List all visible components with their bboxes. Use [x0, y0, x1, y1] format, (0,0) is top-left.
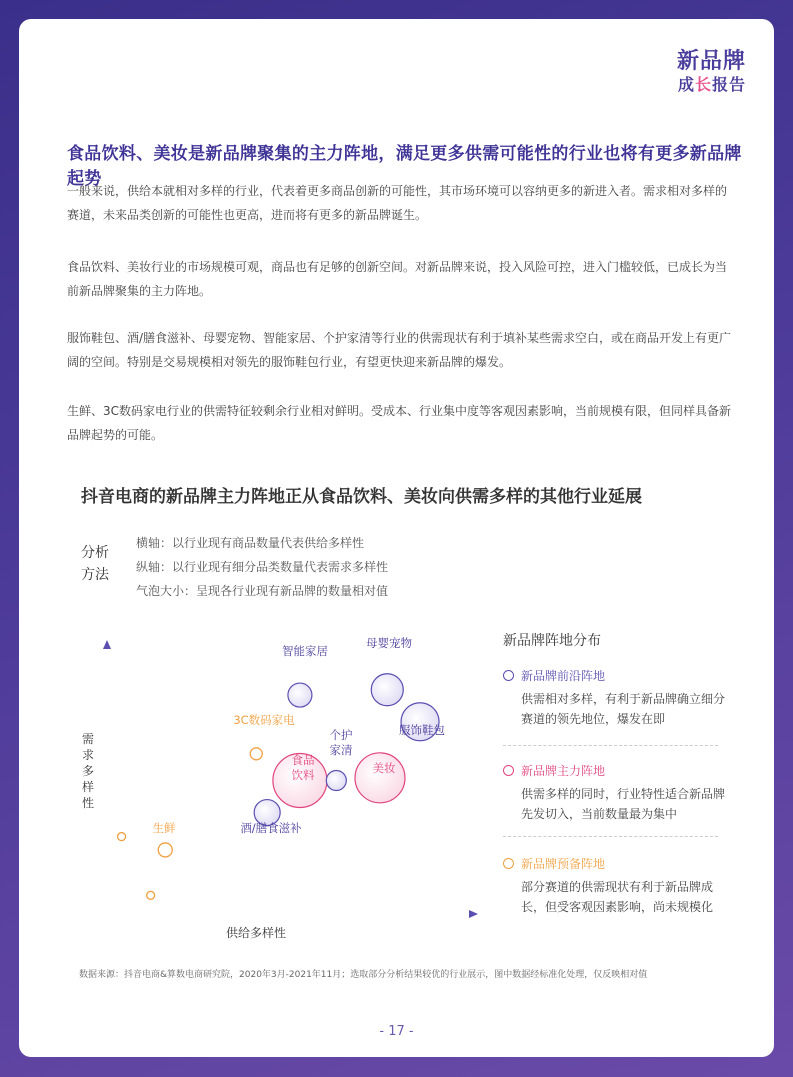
bubble-智能家居: [288, 683, 312, 707]
logo-char-a: 成: [677, 75, 695, 94]
bubble-inner-label: 饮料: [291, 768, 315, 782]
logo-char-c: 报告: [711, 75, 746, 94]
circle-icon: [503, 765, 514, 776]
paragraph-1: 一般来说，供给本就相对多样的行业，代表着更多商品创新的可能性，其市场环境可以容纳更多的新进入者。需求相对多样的赛道，未来品类创新的可能性也更高，进而将有更多的新品牌诞生。: [67, 184, 728, 222]
legend-title: 新品牌阵地分布: [503, 633, 601, 649]
bubble-inner-label: 食品: [291, 753, 315, 767]
bubble-inner-label: 美妆: [372, 761, 396, 775]
bubble-label: 酒/膳食滋补: [240, 821, 302, 835]
legend-item-name: [503, 855, 725, 873]
bubble-label: 服饰鞋包: [399, 723, 445, 737]
data-source-note: 数据来源：抖音电商&算数电商研究院，2020年3月-2021年11月；选取部分分析结果较优的行业展示，图中数据经标准化处理，仅反映相对值: [79, 970, 648, 980]
method-line-x: 横轴：以行业现有商品数量代表供给多样性: [136, 536, 365, 550]
page-number: - 17 -: [379, 1024, 414, 1039]
x-axis-label: 供给多样性: [225, 926, 287, 940]
bubble-label: 智能家居: [282, 644, 328, 658]
bubble-生鲜: [158, 843, 172, 857]
legend-item-main: [503, 762, 725, 824]
legend-item-name: [503, 667, 725, 685]
logo-line1: 新品牌: [676, 49, 746, 74]
bubble-3C数码家电: [250, 748, 262, 760]
method-label-line1: 分析: [81, 545, 109, 561]
y-axis-label-char: 样: [81, 780, 95, 794]
circle-icon: [503, 670, 514, 681]
y-axis-label: [82, 732, 94, 810]
legend-item-frontier: [503, 667, 725, 729]
method-label-line2: 方法: [81, 567, 109, 583]
paragraph-4: 生鲜、3C数码家电行业的供需特征较剩余行业相对鲜明。受成本、行业集中度等客观因素影响，当前规模有限，但同样具备新品牌起势的可能。: [67, 404, 732, 442]
legend-name-text: 新品牌主力阵地: [521, 764, 606, 778]
legend-divider: [503, 836, 718, 837]
y-axis-arrow-icon: [103, 640, 111, 649]
bubble-个护家清: [326, 771, 346, 791]
y-axis-label-char: 需: [81, 732, 95, 746]
x-axis-arrow-icon: [469, 910, 478, 918]
paragraph-2: 食品饮料、美妆行业的市场规模可观，商品也有足够的创新空间。对新品牌来说，投入风险可控，进入门槛较低，已成长为当前新品牌聚集的主力阵地。: [67, 260, 728, 298]
method-line-y: 纵轴：以行业现有细分品类数量代表需求多样性: [136, 560, 389, 574]
legend-item-desc: 供需多样的同时，行业特性适合新品牌先发切入，当前数量最为集中: [521, 787, 726, 821]
report-page: [19, 19, 774, 1057]
bubble-label: 母婴宠物: [366, 636, 412, 650]
logo-char-b: 长: [694, 75, 712, 94]
paragraph-3: 服饰鞋包、酒/膳食滋补、母婴宠物、智能家居、个护家清等行业的供需现状有利于填补某些需求空白，或在商品开发上有更广阔的空间。特别是交易规模相对领先的服饰鞋包行业，有望更快迎来新品牌的爆发。: [67, 331, 732, 369]
legend-name-text: 新品牌前沿阵地: [521, 669, 606, 683]
bubble-label: 生鲜: [152, 821, 176, 835]
bubble-母婴宠物: [371, 674, 403, 706]
y-axis-label-char: 性: [81, 796, 95, 810]
bubble-label: 家清: [329, 743, 353, 757]
section-headline: 食品饮料、美妆是新品牌聚集的主力阵地，满足更多供需可能性的行业也将有更多新品牌起势: [67, 144, 742, 189]
legend-name-text: 新品牌预备阵地: [521, 857, 606, 871]
y-axis-label-char: 多: [81, 764, 95, 778]
legend-item-reserve: [503, 855, 725, 917]
circle-icon: [503, 858, 514, 869]
method-line-size: 气泡大小：呈现各行业现有新品牌的数量相对值: [136, 584, 389, 598]
y-axis-label-char: 求: [81, 748, 95, 762]
legend-item-name: [503, 762, 725, 780]
chart-title: 抖音电商的新品牌主力阵地正从食品饮料、美妆向供需多样的其他行业延展: [81, 487, 642, 507]
bubble-unlabeled-10: [147, 891, 155, 899]
legend-item-desc: 供需相对多样，有利于新品牌确立细分赛道的领先地位，爆发在即: [521, 692, 726, 726]
bubble-label: 个护: [329, 728, 353, 742]
bubble-series: [118, 674, 439, 900]
legend-divider: [503, 745, 718, 746]
bubble-label: 3C数码家电: [233, 713, 295, 727]
legend-item-desc: 部分赛道的供需现状有利于新品牌成长，但受客观因素影响，尚未规模化: [521, 880, 714, 914]
bubble-unlabeled-9: [118, 833, 126, 841]
